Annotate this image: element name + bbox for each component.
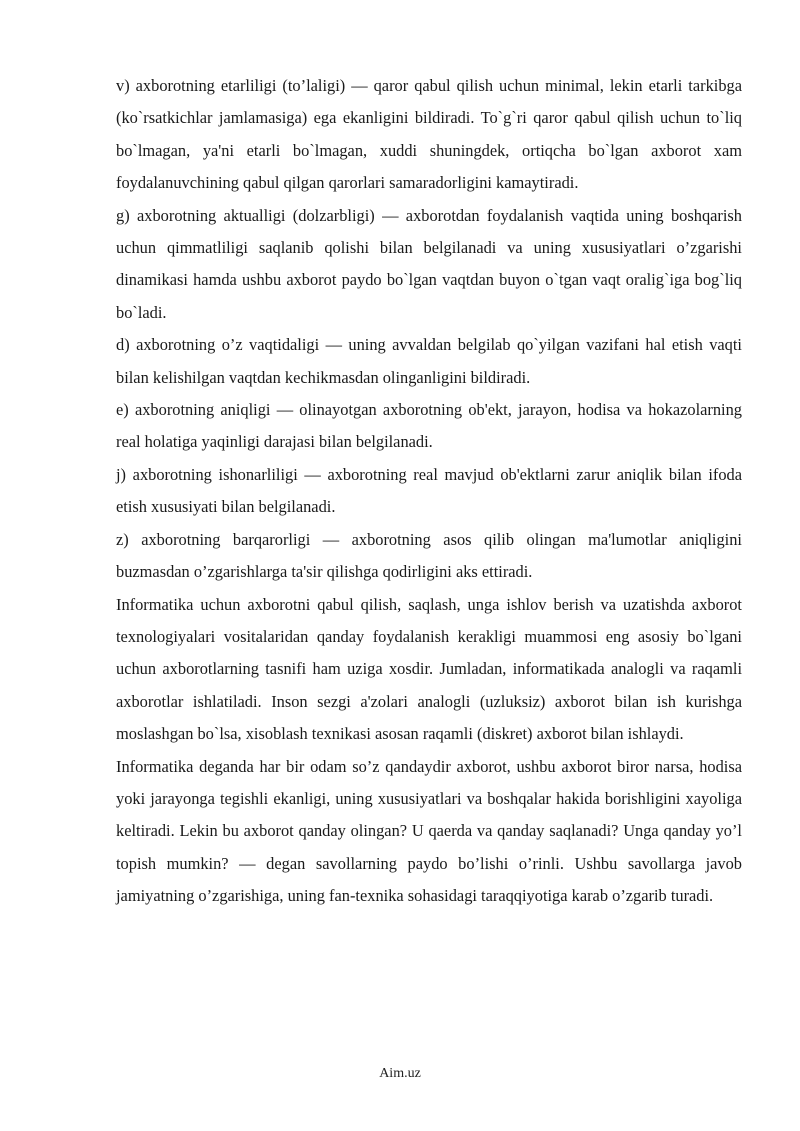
paragraph-informatika-tasnif: Informatika uchun axborotni qabul qilish, saqlash, unga ishlov berish va uzatishda axborot texnologiyalari vositalaridan qanday foydalanish kerakligi muammosi eng asosiy bo`lgani uchun axborotlarning tasnifi ham uziga xosdir. Jumladan, informatikada analogli va raqamli axborotlar ishlatiladi. Inson sezgi a'zolari analogli (uzluksiz) axborot bilan ish kurishga moslashgan bo`lsa, xisoblash texnikasi asosan raqamli (diskret) axborot bilan ishlaydi.: [116, 594, 742, 744]
paragraph-ishonarliligi: j) axborotning ishonarliligi — axborotning real mavjud ob'ektlarni zarur aniqlik bilan ifoda etish xususiyati bilan belgilanadi.: [116, 464, 742, 517]
paragraph-aktualligi: g) axborotning aktualligi (dolzarbligi) — axborotdan foydalanish vaqtida uning boshqarish uchun qimmatliligi saqlanib qolishi bilan belgilanadi va uning xususiyatlari o’zgarishi dinamikasi hamda ushbu axborot paydo bo`lgan vaqtdan buyon o`tgan vaqt oralig`iga bog`liq bo`ladi.: [116, 205, 742, 322]
paragraph-oz-vaqtidaligi: d) axborotning o’z vaqtidaligi — uning avvaldan belgilab qo`yilgan vazifani hal etish vaqti bilan kelishilgan vaqtdan kechikmasdan olinganligini bildiradi.: [116, 335, 742, 387]
paragraph-informatika-savollar: Informatika deganda har bir odam so’z qandaydir axborot, ushbu axborot biror narsa, hodisa yoki jarayonga tegishli ekanligi, uning xususiyatlari va boshqalar hakida borishligini xayoliga keltiradi. Lekin bu axborot qanday olingan? U qaerda va qanday saqlanadi? Unga qanday yo’l topish mumkin? — degan savollarning paydo bo’lishi o’rinli. Ushbu savollarga javob jamiyatning o’zgarishiga, uning fan-texnika sohasidagi taraqqiyotiga karab o’zgarib turadi.: [116, 756, 742, 906]
document-page: [116, 70, 742, 913]
paragraph-aniqligi: e) axborotning aniqligi — olinayotgan axborotning ob'ekt, jarayon, hodisa va hokazolarning real holatiga yaqinligi darajasi bilan belgilanadi.: [116, 400, 742, 452]
page-footer: Aim.uz: [379, 1066, 421, 1081]
paragraph-etarliligi: v) axborotning etarliligi (to’laligi) — qaror qabul qilish uchun minimal, lekin etarli tarkibga (ko`rsatkichlar jamlamasiga) ega ekanligini bildiradi. To`g`ri qaror qabul qilish uchun to`liq bo`lmagan, ya'ni etarli bo`lmagan, xuddi shuningdek, ortiqcha bo`lgan axborot xam foydalanuvchining qabul qilgan qarorlari samaradorligini kamaytiradi.: [116, 76, 742, 193]
paragraph-barqarorligi: z) axborotning barqarorligi — axborotning asos qilib olingan ma'lumotlar aniqligini buzmasdan o’zgarishlarga ta'sir qilishga qodirligini aks ettiradi.: [116, 529, 742, 582]
